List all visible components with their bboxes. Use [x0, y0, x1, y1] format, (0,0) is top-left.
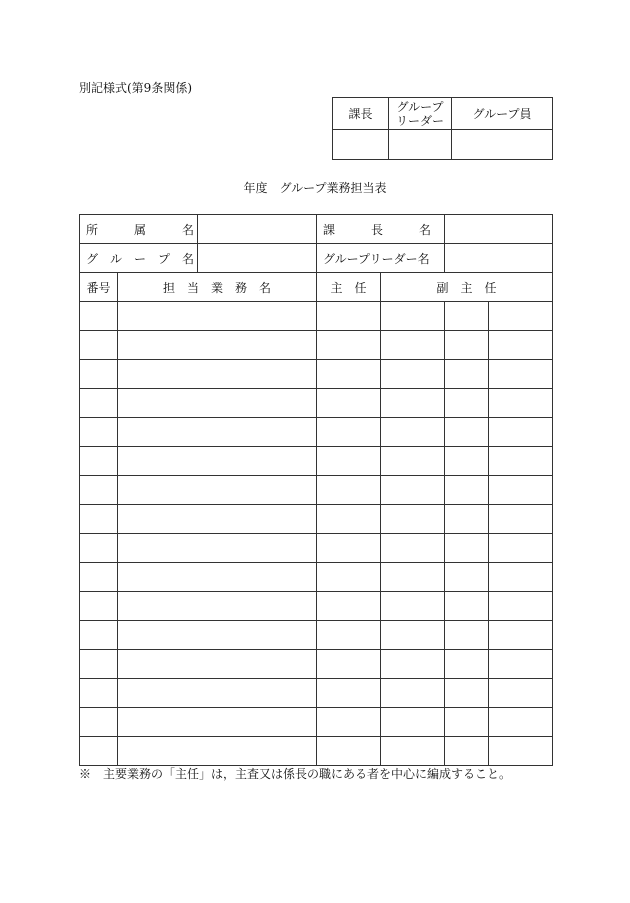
- chief-cell[interactable]: [317, 302, 381, 331]
- deputy-cell-2[interactable]: [445, 563, 489, 592]
- stamp-cell-group-member[interactable]: [452, 130, 553, 160]
- column-header-number: 番号: [80, 273, 118, 302]
- row-number-cell[interactable]: [80, 737, 118, 766]
- task-name-cell[interactable]: [118, 505, 317, 534]
- table-row: [80, 505, 553, 534]
- chief-cell[interactable]: [317, 447, 381, 476]
- row-number-cell[interactable]: [80, 418, 118, 447]
- deputy-cell-3[interactable]: [489, 650, 553, 679]
- form-reference: 別記様式(第9条関係): [79, 81, 192, 95]
- deputy-cell-1[interactable]: [381, 563, 445, 592]
- table-row: [80, 621, 553, 650]
- deputy-cell-1[interactable]: [381, 389, 445, 418]
- deputy-cell-2[interactable]: [445, 650, 489, 679]
- deputy-cell-3[interactable]: [489, 360, 553, 389]
- deputy-cell-2[interactable]: [445, 476, 489, 505]
- group-leader-value[interactable]: [445, 244, 553, 273]
- row-number-cell[interactable]: [80, 360, 118, 389]
- deputy-cell-1[interactable]: [381, 621, 445, 650]
- chief-cell[interactable]: [317, 679, 381, 708]
- group-name-value[interactable]: [198, 244, 317, 273]
- row-number-cell[interactable]: [80, 476, 118, 505]
- approval-header-group-member: グループ員: [452, 98, 553, 130]
- deputy-cell-1[interactable]: [381, 505, 445, 534]
- row-number-cell[interactable]: [80, 650, 118, 679]
- task-name-cell[interactable]: [118, 563, 317, 592]
- table-row: [80, 650, 553, 679]
- group-leader-line-1: グループ: [396, 99, 444, 114]
- row-number-cell[interactable]: [80, 331, 118, 360]
- deputy-cell-1[interactable]: [381, 534, 445, 563]
- chief-cell[interactable]: [317, 389, 381, 418]
- task-name-cell[interactable]: [118, 389, 317, 418]
- deputy-cell-3[interactable]: [489, 621, 553, 650]
- deputy-cell-2[interactable]: [445, 592, 489, 621]
- document-title: 年度 グループ業務担当表: [243, 181, 387, 195]
- chief-cell[interactable]: [317, 592, 381, 621]
- task-name-cell[interactable]: [118, 737, 317, 766]
- table-row: [80, 360, 553, 389]
- deputy-cell-1[interactable]: [381, 592, 445, 621]
- table-row: [80, 737, 553, 766]
- deputy-cell-3[interactable]: [489, 505, 553, 534]
- chief-cell[interactable]: [317, 505, 381, 534]
- task-name-cell[interactable]: [118, 476, 317, 505]
- row-number-cell[interactable]: [80, 389, 118, 418]
- table-row: [80, 389, 553, 418]
- task-name-cell[interactable]: [118, 621, 317, 650]
- chief-cell[interactable]: [317, 563, 381, 592]
- chief-cell[interactable]: [317, 418, 381, 447]
- chief-cell[interactable]: [317, 621, 381, 650]
- deputy-cell-3[interactable]: [489, 447, 553, 476]
- section-chief-label: 課 長 名: [317, 215, 445, 244]
- row-number-cell[interactable]: [80, 708, 118, 737]
- task-name-cell[interactable]: [118, 302, 317, 331]
- row-number-cell[interactable]: [80, 534, 118, 563]
- table-row: [80, 302, 553, 331]
- deputy-cell-1[interactable]: [381, 737, 445, 766]
- group-leader-line-2: リーダー: [395, 113, 444, 128]
- stamp-cell-group-leader[interactable]: [389, 130, 452, 160]
- deputy-cell-1[interactable]: [381, 418, 445, 447]
- row-number-cell[interactable]: [80, 447, 118, 476]
- table-row: [80, 708, 553, 737]
- deputy-cell-3[interactable]: [489, 476, 553, 505]
- affiliation-value[interactable]: [198, 215, 317, 244]
- chief-cell[interactable]: [317, 737, 381, 766]
- chief-cell[interactable]: [317, 650, 381, 679]
- chief-cell[interactable]: [317, 534, 381, 563]
- chief-cell[interactable]: [317, 331, 381, 360]
- group-leader-label: グループリーダー名: [317, 244, 445, 273]
- deputy-cell-2[interactable]: [445, 621, 489, 650]
- row-number-cell[interactable]: [80, 505, 118, 534]
- table-row: [80, 476, 553, 505]
- row-number-cell[interactable]: [80, 679, 118, 708]
- deputy-cell-3[interactable]: [489, 331, 553, 360]
- deputy-cell-3[interactable]: [489, 534, 553, 563]
- deputy-cell-2[interactable]: [445, 447, 489, 476]
- deputy-cell-3[interactable]: [489, 737, 553, 766]
- deputy-cell-2[interactable]: [445, 708, 489, 737]
- table-row: [80, 563, 553, 592]
- task-name-cell[interactable]: [118, 592, 317, 621]
- chief-cell[interactable]: [317, 360, 381, 389]
- row-number-cell[interactable]: [80, 563, 118, 592]
- deputy-cell-1[interactable]: [381, 708, 445, 737]
- deputy-cell-3[interactable]: [489, 418, 553, 447]
- column-header-chief: 主 任: [317, 273, 381, 302]
- row-number-cell[interactable]: [80, 621, 118, 650]
- task-name-cell[interactable]: [118, 447, 317, 476]
- deputy-cell-1[interactable]: [381, 679, 445, 708]
- deputy-cell-1[interactable]: [381, 302, 445, 331]
- deputy-cell-3[interactable]: [489, 302, 553, 331]
- column-header-deputy: 副 主 任: [381, 273, 553, 302]
- task-name-cell[interactable]: [118, 534, 317, 563]
- approval-stamp-box: [332, 97, 553, 160]
- task-name-cell[interactable]: [118, 331, 317, 360]
- task-name-cell[interactable]: [118, 418, 317, 447]
- table-row: [80, 592, 553, 621]
- deputy-cell-1[interactable]: [381, 476, 445, 505]
- deputy-cell-1[interactable]: [381, 650, 445, 679]
- row-number-cell[interactable]: [80, 302, 118, 331]
- deputy-cell-3[interactable]: [489, 389, 553, 418]
- approval-header-group-leader: [389, 98, 452, 130]
- column-header-task-name: 担 当 業 務 名: [118, 273, 317, 302]
- table-row: [80, 331, 553, 360]
- stamp-cell-section-chief[interactable]: [333, 130, 389, 160]
- deputy-cell-1[interactable]: [381, 447, 445, 476]
- deputy-cell-2[interactable]: [445, 389, 489, 418]
- deputy-cell-2[interactable]: [445, 302, 489, 331]
- affiliation-label: 所 属 名: [80, 215, 198, 244]
- deputy-cell-1[interactable]: [381, 331, 445, 360]
- deputy-cell-1[interactable]: [381, 360, 445, 389]
- deputy-cell-2[interactable]: [445, 737, 489, 766]
- assignment-rows: [80, 302, 553, 766]
- task-name-cell[interactable]: [118, 360, 317, 389]
- task-name-cell[interactable]: [118, 679, 317, 708]
- table-row: [80, 534, 553, 563]
- deputy-cell-3[interactable]: [489, 563, 553, 592]
- deputy-cell-3[interactable]: [489, 679, 553, 708]
- deputy-cell-2[interactable]: [445, 418, 489, 447]
- deputy-cell-2[interactable]: [445, 331, 489, 360]
- deputy-cell-3[interactable]: [489, 592, 553, 621]
- approval-header-section-chief: 課長: [333, 98, 389, 130]
- table-row: [80, 418, 553, 447]
- deputy-cell-2[interactable]: [445, 505, 489, 534]
- deputy-cell-3[interactable]: [489, 708, 553, 737]
- chief-cell[interactable]: [317, 708, 381, 737]
- section-chief-value[interactable]: [445, 215, 553, 244]
- table-row: [80, 447, 553, 476]
- group-name-label: グ ル ー プ 名: [80, 244, 198, 273]
- assignment-table: [79, 214, 553, 766]
- task-name-cell[interactable]: [118, 650, 317, 679]
- deputy-cell-2[interactable]: [445, 679, 489, 708]
- footnote: ※ 主要業務の「主任」は，主査又は係長の職にある者を中心に編成すること。: [79, 767, 512, 781]
- deputy-cell-2[interactable]: [445, 534, 489, 563]
- deputy-cell-2[interactable]: [445, 360, 489, 389]
- task-name-cell[interactable]: [118, 708, 317, 737]
- chief-cell[interactable]: [317, 476, 381, 505]
- row-number-cell[interactable]: [80, 592, 118, 621]
- table-row: [80, 679, 553, 708]
